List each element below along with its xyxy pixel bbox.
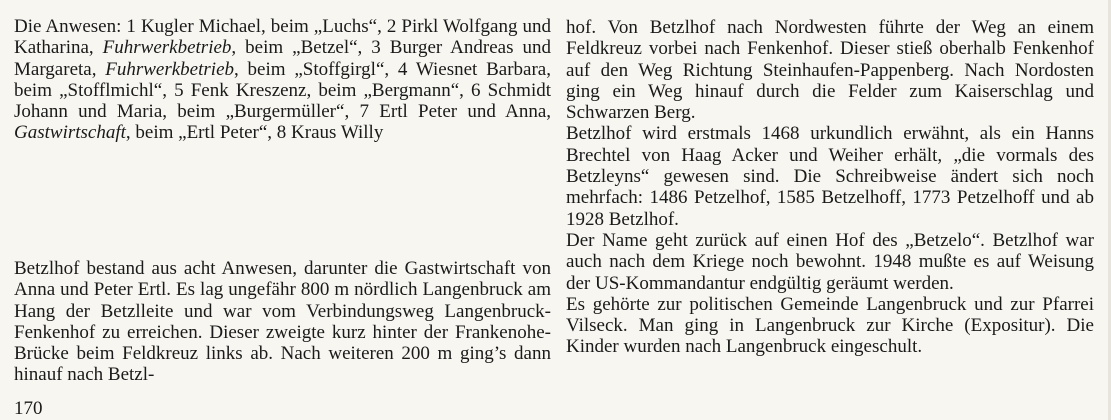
business-label-2: Fuhrwerkbetrieb	[105, 58, 235, 80]
column-left-top	[14, 16, 551, 144]
parish-paragraph: Es gehörte zur politischen Gemeinde Langenbruck und zur Pfarrei Vilseck. Man ging in Langenbruck zur Kirche (Expositur). Die Kinder wurden nach Langenbruck eingeschult.	[566, 293, 1094, 358]
column-right	[566, 17, 1094, 358]
residents-text-1: Die Anwesen: 1 Kugler Michael, beim „Luchs“, 2 Pirkl Wolfgang und Katharina,	[14, 16, 551, 59]
betzlhof-description-paragraph: Betzlhof bestand aus acht Anwesen, darunter die Gastwirtschaft von Anna und Peter Ertl. Es lag ungefähr 800 m nördlich Langenbruck am Hang der Betzlleite und war vom Verbindungsweg Langenbruck-Fenkenhof zu erreichen. Dieser zweigte kurz hinter der Frankenohe-Brücke beim Feldkreuz links ab. Nach weiteren 200 m ging’s dann hinauf nach Betzl-	[14, 258, 551, 386]
residents-text-2: , beim „Betzel“, 3 Burger Andreas und Margareta,	[14, 37, 551, 80]
betzlhof-description-continuation: hof. Von Betzlhof nach Nordwesten führte der Weg an einem Feldkreuz vorbei nach Fenkenhof. Dieser stieß oberhalb Fenkenhof auf den Weg Richtung Steinhaufen-Pappenberg. Nach Nordosten ging ein Weg hinauf durch die Felder zum Kaiserschlag und Schwarzen Berg.	[566, 17, 1094, 124]
business-label-1: Fuhrwerkbetrieb	[102, 37, 232, 59]
column-left-bottom	[14, 258, 551, 386]
residents-list-paragraph	[14, 16, 551, 144]
residents-text-3: , beim „Stoffgirgl“, 4 Wiesnet Barbara, beim „Stofflmichl“, 5 Fenk Kreszenz, beim „Bergmann“, 6 Schmidt Johann und Maria, beim „Burgermüller“, 7 Ertl Peter und Anna,	[14, 58, 551, 123]
history-paragraph: Betzlhof wird erstmals 1468 urkundlich erwähnt, als ein Hanns Brechtel von Haag Acker und Weiher erhält, „die vormals des Betzleyns“ gewesen sind. Die Schreibweise ändert sich noch mehrfach: 1486 Petzelhof, 1585 Betzelhoff, 1773 Petzelhoff und ab 1928 Betzlhof.	[566, 123, 1094, 230]
business-label-3: Gastwirtschaft	[14, 122, 126, 144]
residents-text-4: , beim „Ertl Peter“, 8 Kraus Willy	[125, 122, 384, 144]
page-number: 170	[14, 398, 43, 419]
name-origin-paragraph: Der Name geht zurück auf einen Hof des „Betzelo“. Betzlhof war auch nach dem Kriege noch bewohnt. 1948 mußte es auf Weisung der US-Kommandantur endgültig geräumt werden.	[566, 229, 1094, 294]
